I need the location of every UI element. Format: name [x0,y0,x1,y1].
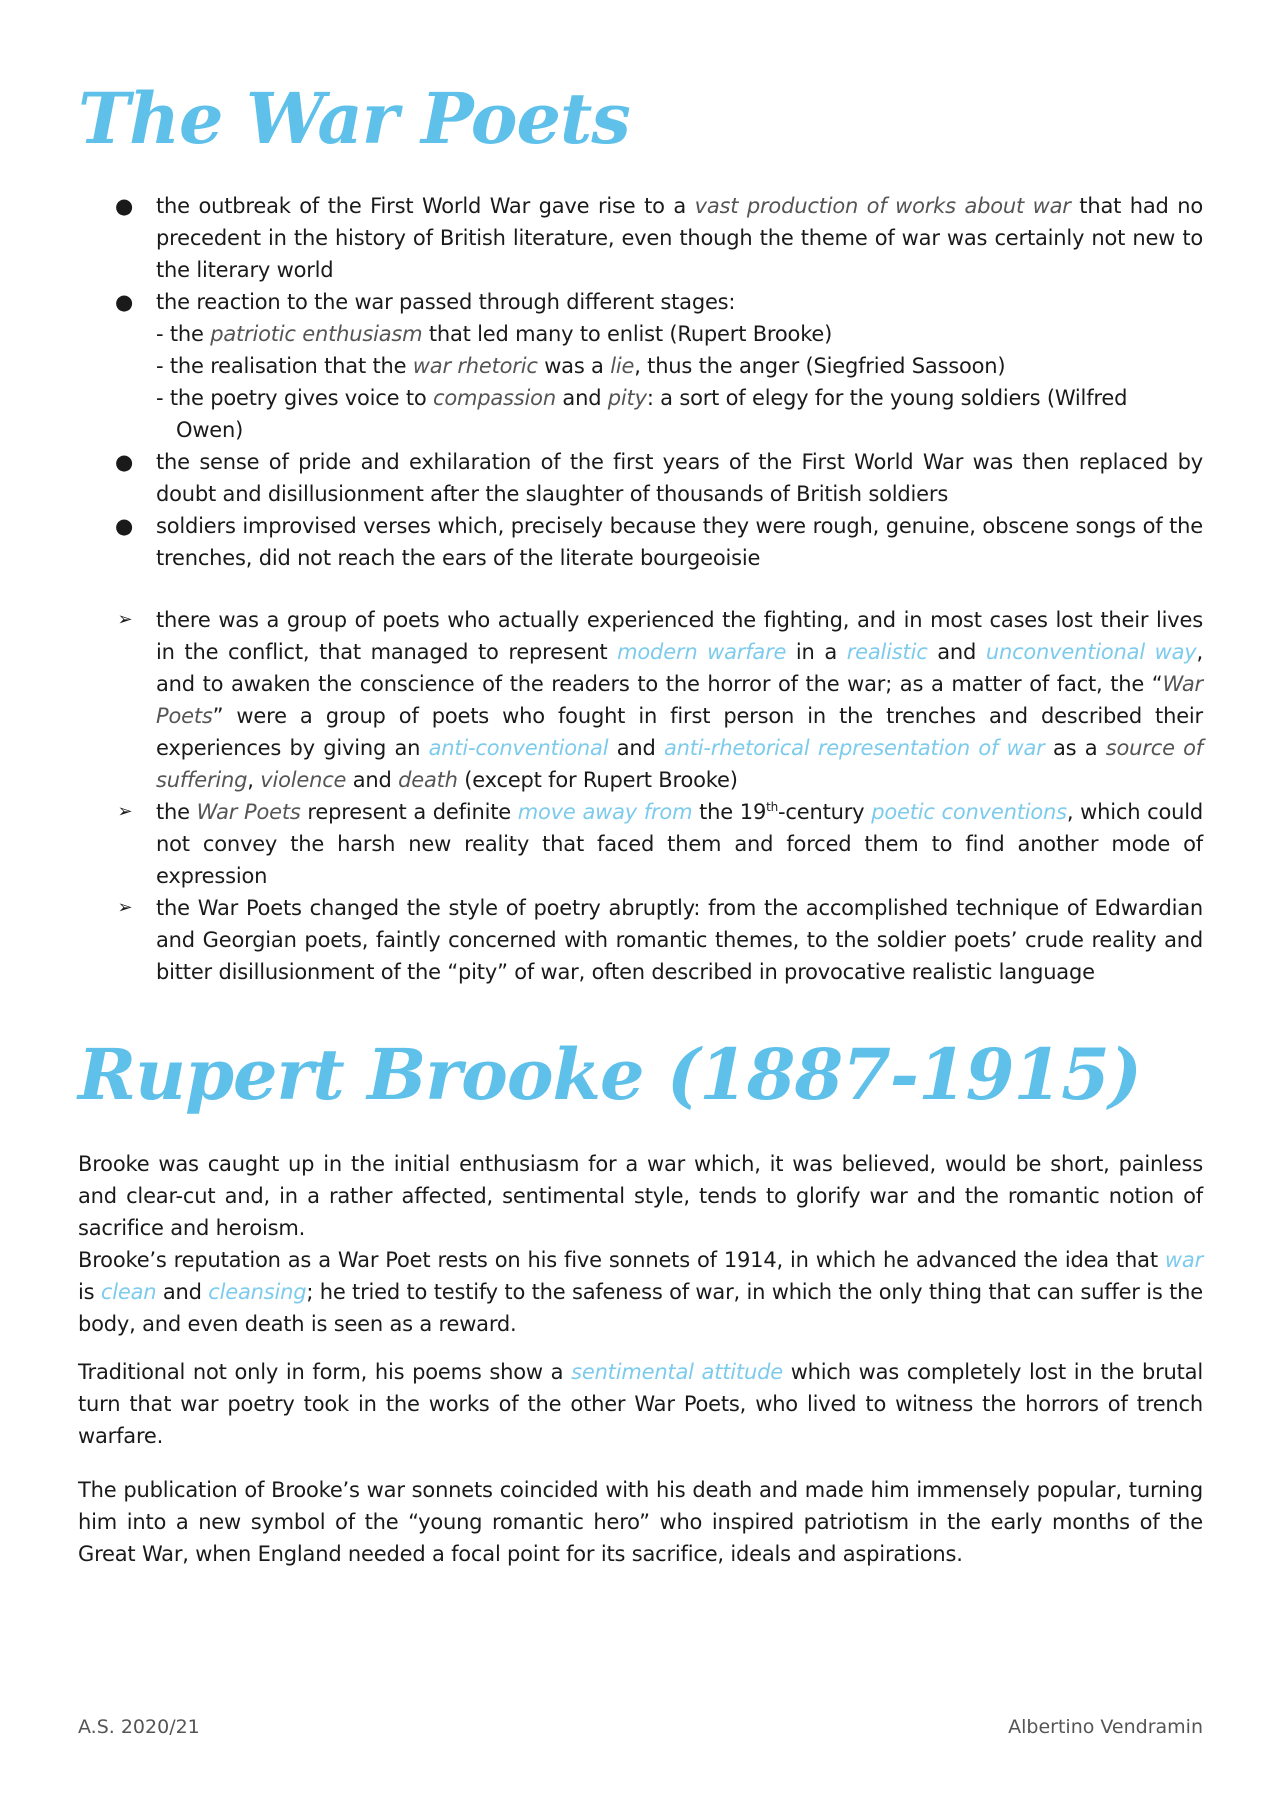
bullet-dot-icon: ● [114,194,134,218]
footer-school-year: A.S. 2020/21 [78,1716,200,1738]
footer-author: Albertino Vendramin [1008,1716,1203,1738]
sub-item: - the realisation that the war rhetoric was a lie, thus the anger (Siegfried Sassoon) [156,354,1006,378]
list-item: ➢ the War Poets changed the style of poetry abruptly: from the accomplished technique of Edwardian and Georgian poets, faintly concerned with romantic themes, to the soldier poets’ crude reality and bitter disillusionment of the “pity” of war, often described in provocative realistic language [78,892,1203,988]
arrow-bullet-icon: ➢ [117,609,133,630]
arrow-bullet-icon: ➢ [117,897,133,918]
bullet-dot-icon: ● [114,514,134,538]
arrow-bullet-icon: ➢ [117,801,133,822]
section-title-rupert-brooke: Rupert Brooke (1887-1915) [78,1033,1141,1116]
bullet-list-war-poets [78,190,1203,574]
bullet-dot-icon: ● [114,450,134,474]
sub-item: - the patriotic enthusiasm that led many to enlist (Rupert Brooke) [156,322,833,346]
paragraph-brooke-publication: The publication of Brooke’s war sonnets coincided with his death and made him immensely popular, turning him into a new symbol of the “young romantic hero” who inspired patriotism in the early months of the Great War, when England needed a focal point for its sacrifice, ideals and aspirations. [78,1478,1203,1566]
list-item: ● the sense of pride and exhilaration of the first years of the First World War was then replaced by doubt and disillusionment after the slaughter of thousands of British soldiers [78,446,1203,510]
sub-item: - the poetry gives voice to compassion and pity: a sort of elegy for the young soldiers (Wilfred [156,386,1128,410]
section-title-war-poets: The War Poets [78,77,630,160]
list-item: ● soldiers improvised verses which, precisely because they were rough, genuine, obscene songs of the trenches, did not reach the ears of the literate bourgeoisie [78,510,1203,574]
arrow-list-war-poets [78,604,1203,988]
list-item: ● the reaction to the war passed through different stages: - the patriotic enthusiasm that led many to enlist (Rupert Brooke) - the realisation that the war rhetoric was a lie, thus the anger (Siegfried Sassoon) - the poetry gives voice to compassion and pity: a sort of elegy for the young soldiers (Wilfred Owen) [78,286,1203,446]
paragraph-brooke-tradition: Traditional not only in form, his poems show a sentimental attitude which was completely lost in the brutal turn that war poetry took in the works of the other War Poets, who lived to witness the horrors of trench warfare. [78,1360,1203,1448]
bullet-dot-icon: ● [114,290,134,314]
document-page [78,0,1203,1811]
list-item: ➢ the War Poets represent a definite move away from the 19th-century poetic conventions, which could not convey the harsh new reality that faced them and forced them to find another mode of expression [78,796,1203,892]
sub-item-continuation: Owen) [176,418,244,442]
paragraph-brooke-intro: Brooke was caught up in the initial enthusiasm for a war which, it was believed, would be short, painless and clear-cut and, in a rather affected, sentimental style, tends to glorify war and the romantic notion of sacrifice and heroism. Brooke’s reputation as a War Poet rests on his five sonnets of 1914, in which he advanced the idea that war is clean and cleansing; he tried to testify to the safeness of war, in which the only thing that can suffer is the body, and even death is seen as a reward. [78,1152,1203,1336]
list-item: ● the outbreak of the First World War gave rise to a vast production of works about war that had no precedent in the history of British literature, even though the theme of war was certainly not new to the literary world [78,190,1203,286]
list-item: ➢ there was a group of poets who actually experienced the fighting, and in most cases lost their lives in the conflict, that managed to represent modern warfare in a realistic and unconventional way, and to awaken the conscience of the readers to the horror of the war; as a matter of fact, the “War Poets” were a group of poets who fought in first person in the trenches and described their experiences by giving an anti-conventional and anti-rhetorical representation of war as a source of suffering, violence and death (except for Rupert Brooke) [78,604,1203,796]
